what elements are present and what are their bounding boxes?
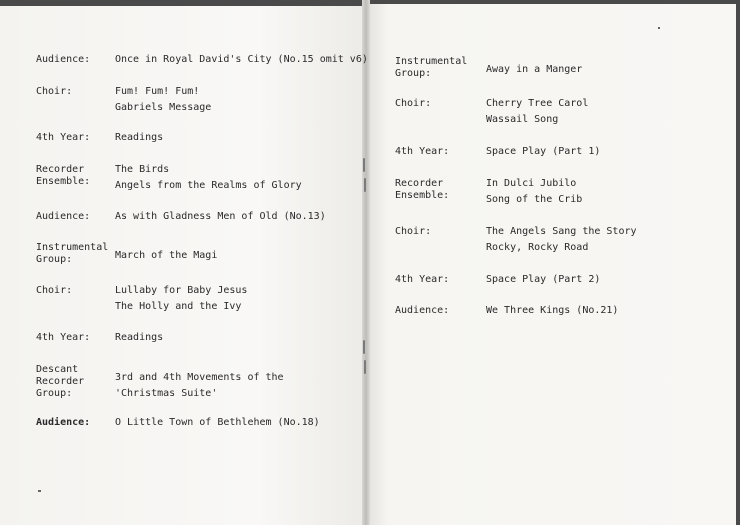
staple-top-lower bbox=[364, 178, 366, 192]
piece-title: Space Play (Part 2) bbox=[486, 274, 601, 285]
booklet-spine bbox=[362, 0, 370, 525]
right-page bbox=[366, 4, 736, 525]
programme-pieces bbox=[115, 330, 163, 346]
piece-title: We Three Kings (No.21) bbox=[486, 305, 619, 316]
piece-title: Song of the Crib bbox=[486, 194, 583, 205]
programme-role: Instrumental Group: bbox=[395, 56, 468, 79]
piece-title: Readings bbox=[115, 332, 164, 343]
programme-pieces bbox=[115, 283, 247, 315]
programme-pieces bbox=[486, 224, 637, 256]
programme-role: Audience: bbox=[36, 54, 91, 65]
programme-pieces bbox=[115, 84, 211, 116]
programme-pieces bbox=[115, 130, 163, 146]
programme-pieces bbox=[486, 272, 600, 288]
programme-role: Choir: bbox=[36, 86, 73, 97]
piece-title: The Angels Sang the Story bbox=[486, 226, 637, 237]
programme-role: 4th Year: bbox=[395, 274, 450, 285]
programme-role: Choir: bbox=[395, 226, 432, 237]
programme-role: 4th Year: bbox=[36, 332, 91, 343]
programme-pieces bbox=[486, 144, 600, 160]
page-speck-right bbox=[658, 27, 660, 29]
programme-pieces bbox=[486, 96, 588, 128]
programme-pieces bbox=[115, 415, 320, 431]
piece-title: Space Play (Part 1) bbox=[486, 146, 601, 157]
staple-bottom-lower bbox=[364, 360, 366, 374]
programme-role: Audience: bbox=[36, 211, 91, 222]
piece-title: The Holly and the Ivy bbox=[115, 301, 242, 312]
programme-role: Audience: bbox=[395, 305, 450, 316]
programme-role: Recorder Ensemble: bbox=[395, 178, 450, 201]
staple-bottom bbox=[363, 340, 365, 354]
piece-title: Fum! Fum! Fum! bbox=[115, 86, 200, 97]
piece-title: Cherry Tree Carol bbox=[486, 98, 589, 109]
programme-pieces bbox=[486, 176, 582, 208]
programme-role: Recorder Ensemble: bbox=[36, 164, 91, 187]
piece-title: Lullaby for Baby Jesus bbox=[115, 285, 248, 296]
staple-top bbox=[363, 158, 365, 172]
programme-role: Instrumental Group: bbox=[36, 242, 109, 265]
piece-title: The Birds bbox=[115, 164, 170, 175]
programme-role: Audience: bbox=[36, 417, 91, 428]
programme-pieces bbox=[486, 303, 618, 319]
programme-pieces bbox=[115, 370, 284, 402]
programme-pieces bbox=[115, 162, 302, 194]
programme-pieces bbox=[115, 209, 326, 225]
piece-title: 3rd and 4th Movements of the bbox=[115, 372, 284, 383]
programme-pieces bbox=[115, 52, 368, 68]
piece-title: Once in Royal David's City (No.15 omit v6) bbox=[115, 54, 368, 65]
piece-title: 'Christmas Suite' bbox=[115, 388, 218, 399]
piece-title: As with Gladness Men of Old (No.13) bbox=[115, 211, 326, 222]
programme-role: Choir: bbox=[36, 285, 73, 296]
programme-pieces bbox=[115, 248, 217, 264]
piece-title: Away in a Manger bbox=[486, 64, 583, 75]
piece-title: Readings bbox=[115, 132, 164, 143]
piece-title: In Dulci Jubilo bbox=[486, 178, 577, 189]
piece-title: Rocky, Rocky Road bbox=[486, 242, 589, 253]
piece-title: Wassail Song bbox=[486, 114, 559, 125]
piece-title: March of the Magi bbox=[115, 250, 218, 261]
programme-pieces bbox=[486, 62, 582, 78]
piece-title: O Little Town of Bethlehem (No.18) bbox=[115, 417, 320, 428]
programme-role: Choir: bbox=[395, 98, 432, 109]
programme-role: 4th Year: bbox=[395, 146, 450, 157]
programme-role: 4th Year: bbox=[36, 132, 91, 143]
piece-title: Angels from the Realms of Glory bbox=[115, 180, 302, 191]
piece-title: Gabriels Message bbox=[115, 102, 212, 113]
programme-role: Descant Recorder Group: bbox=[36, 364, 85, 399]
page-speck bbox=[38, 490, 41, 492]
